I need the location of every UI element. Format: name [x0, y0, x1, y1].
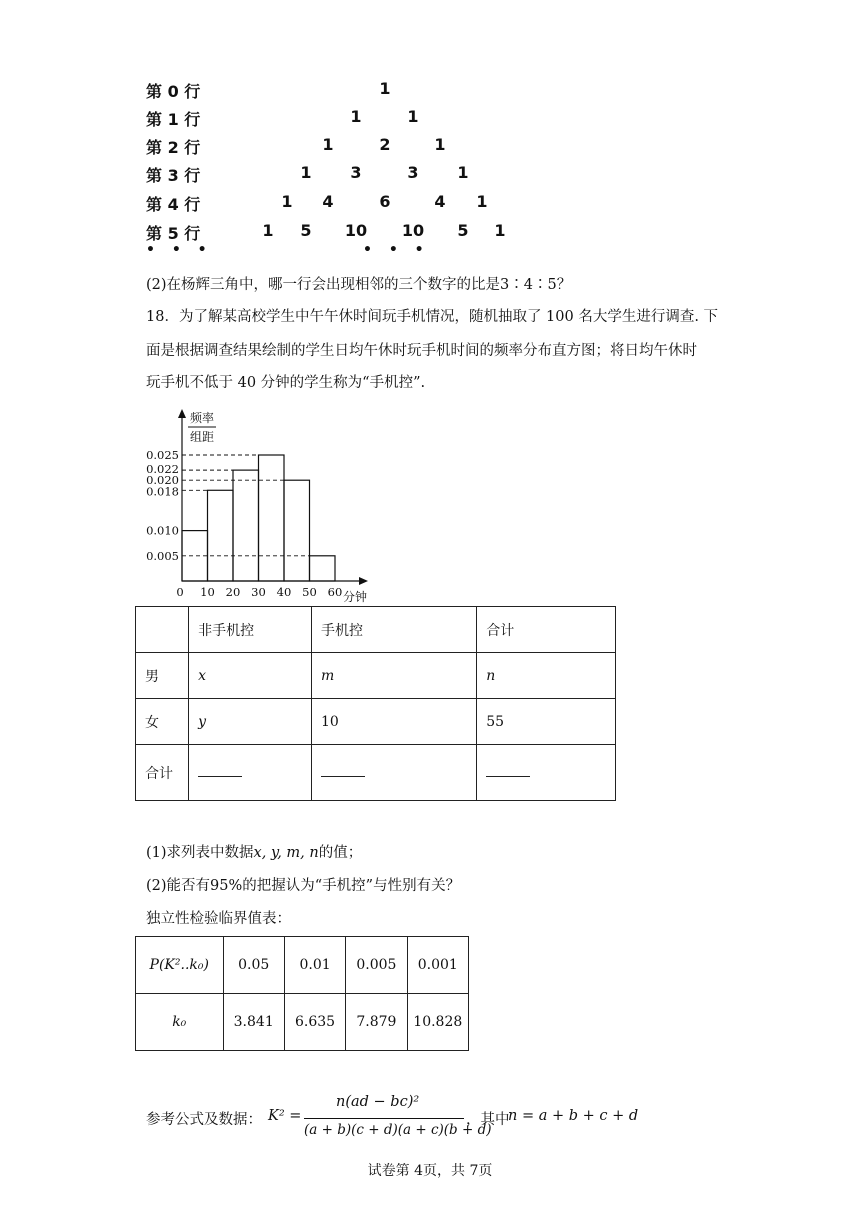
x-tick-label: 40 — [276, 585, 292, 599]
x-tick-label: 60 — [327, 585, 343, 599]
yanghui-number: 6 — [379, 192, 391, 211]
q18-1-vars: x, y, m, n — [253, 845, 319, 861]
contingency-table — [135, 606, 616, 801]
contingency-cell — [136, 653, 189, 699]
contingency-cell-text: y — [198, 713, 207, 730]
histogram-bar — [208, 490, 234, 581]
crit-cell: 0.01 — [284, 937, 345, 994]
fraction-bar — [304, 1118, 464, 1119]
y-tick-label: 0.020 — [146, 473, 179, 488]
crit-cell: 6.635 — [284, 994, 345, 1051]
yanghui-number: 1 — [262, 221, 274, 240]
crit-cell: 3.841 — [223, 994, 284, 1051]
yanghui-number: 4 — [322, 192, 334, 211]
frequency-histogram — [140, 405, 380, 605]
x-tick-label: 10 — [200, 585, 215, 599]
x-tick-label: 30 — [251, 585, 266, 599]
formula-suffix: ，其中 — [466, 1112, 510, 1128]
y-tick-label: 0.010 — [146, 523, 179, 538]
question-18-line-1: 18．为了解某高校学生中午午休时间玩手机情况，随机抽取了 100 名大学生进行调查. 下 — [146, 309, 719, 325]
q18-1-prefix: (1)求列表中数据 — [146, 845, 254, 861]
answer-blank — [486, 764, 530, 777]
y-axis-label-top: 频率 — [190, 411, 215, 425]
contingency-cell — [189, 699, 312, 745]
question-17-part-2: (2)在杨辉三角中，哪一行会出现相邻的三个数字的比是3∶4∶5？ — [146, 277, 572, 293]
yanghui-number: 1 — [434, 135, 446, 154]
y-axis-arrow — [178, 409, 186, 418]
formula-numerator: n(ad − bc)² — [336, 1094, 420, 1110]
contingency-row — [136, 699, 616, 745]
yanghui-number: 1 — [457, 163, 469, 182]
answer-blank — [198, 764, 242, 777]
page-footer: 试卷第 4页，共 7页 — [367, 1163, 493, 1179]
yanghui-row-label: 第 4 行 — [146, 195, 201, 214]
x-tick-label: 20 — [225, 585, 241, 599]
yanghui-dots-left: • • • — [146, 242, 213, 258]
contingency-cell — [189, 653, 312, 699]
contingency-cell-text: 非手机控 — [198, 622, 255, 639]
contingency-cell — [477, 745, 616, 801]
yanghui-dots-right: • • • — [363, 242, 430, 258]
y-tick-label: 0.005 — [146, 548, 179, 563]
formula-where: n = a + b + c + d — [508, 1108, 639, 1124]
contingency-cell — [311, 607, 476, 653]
contingency-cell — [477, 607, 616, 653]
yanghui-number: 1 — [494, 221, 506, 240]
yanghui-number: 1 — [281, 192, 293, 211]
yanghui-number: 2 — [379, 135, 391, 154]
crit-cell: 0.05 — [223, 937, 284, 994]
yanghui-number: 10 — [401, 221, 425, 240]
critical-value-table — [135, 936, 469, 1051]
contingency-cell — [477, 699, 616, 745]
yanghui-number: 1 — [476, 192, 488, 211]
contingency-row — [136, 653, 616, 699]
crit-cell: 0.005 — [346, 937, 407, 994]
contingency-cell-text: 女 — [145, 714, 159, 731]
contingency-cell-text: 合计 — [486, 622, 515, 639]
yanghui-number: 1 — [300, 163, 312, 182]
y-axis-label-bottom: 组距 — [190, 430, 215, 444]
contingency-cell-text: 合计 — [145, 765, 173, 782]
contingency-header-row — [136, 607, 616, 653]
q18-1-suffix: 的值； — [318, 845, 363, 861]
contingency-cell — [189, 607, 312, 653]
contingency-cell — [311, 699, 476, 745]
y-tick-label: 0.025 — [146, 448, 179, 462]
crit-row1-label: P(K²..k₀) — [136, 937, 224, 994]
contingency-cell — [136, 699, 189, 745]
critical-table-title: 独立性检验临界值表： — [146, 911, 291, 927]
histogram-bar — [310, 556, 336, 581]
formula-prefix: 参考公式及数据： — [146, 1112, 262, 1128]
question-18-part-2: (2)能否有95%的把握认为“手机控”与性别有关？ — [146, 878, 461, 894]
y-tick-label: 0.022 — [146, 462, 179, 477]
contingency-cell-text: n — [486, 667, 496, 684]
contingency-cell — [136, 745, 189, 801]
yanghui-row-label: 第 3 行 — [146, 166, 201, 185]
yanghui-number: 1 — [379, 79, 391, 98]
x-axis-arrow — [359, 577, 368, 585]
yanghui-row-label: 第 1 行 — [146, 110, 201, 129]
yanghui-number: 3 — [350, 163, 362, 182]
crit-row2-label: k₀ — [136, 994, 224, 1051]
histogram-bar — [233, 470, 259, 581]
x-tick-label: 50 — [302, 585, 317, 599]
yanghui-number: 1 — [350, 107, 362, 126]
contingency-row — [136, 745, 616, 801]
yanghui-row-label: 第 5 行 — [146, 224, 201, 243]
contingency-cell-text: 手机控 — [320, 622, 363, 639]
contingency-cell-text: x — [198, 667, 207, 684]
contingency-cell-text: 55 — [486, 713, 505, 730]
x-axis-label: 分钟 — [343, 590, 368, 604]
contingency-cell-text: m — [320, 667, 335, 684]
contingency-cell-text: 男 — [145, 668, 159, 685]
yanghui-number: 4 — [434, 192, 446, 211]
yanghui-number: 5 — [300, 221, 312, 240]
yanghui-number: 1 — [407, 107, 419, 126]
yanghui-row-label: 第 2 行 — [146, 138, 201, 157]
histogram-bar — [284, 480, 310, 581]
yanghui-number: 5 — [457, 221, 469, 240]
question-18-part-1 — [146, 843, 362, 863]
contingency-cell — [477, 653, 616, 699]
question-18-line-3: 玩手机不低于 40 分钟的学生称为“手机控”. — [146, 375, 426, 391]
contingency-cell — [136, 607, 189, 653]
yanghui-row-label: 第 0 行 — [146, 82, 201, 101]
contingency-cell — [311, 745, 476, 801]
yanghui-number: 10 — [344, 221, 368, 240]
formula-denominator: (a + b)(c + d)(a + c)(b + d) — [304, 1122, 492, 1138]
answer-blank — [321, 764, 365, 777]
contingency-cell-text: 10 — [320, 713, 339, 730]
crit-cell: 7.879 — [346, 994, 407, 1051]
contingency-cell — [189, 745, 312, 801]
question-18-line-2: 面是根据调查结果绘制的学生日均午休时玩手机时间的频率分布直方图；将日均午休时 — [146, 343, 697, 359]
crit-cell: 10.828 — [407, 994, 468, 1051]
contingency-cell — [311, 653, 476, 699]
formula-lhs: K² = — [268, 1108, 302, 1124]
y-tick-label: 0.018 — [146, 484, 179, 499]
histogram-bar — [259, 455, 285, 581]
yanghui-number: 3 — [407, 163, 419, 182]
yanghui-number: 1 — [322, 135, 334, 154]
x-tick-label: 0 — [176, 585, 184, 599]
crit-cell: 0.001 — [407, 937, 468, 994]
